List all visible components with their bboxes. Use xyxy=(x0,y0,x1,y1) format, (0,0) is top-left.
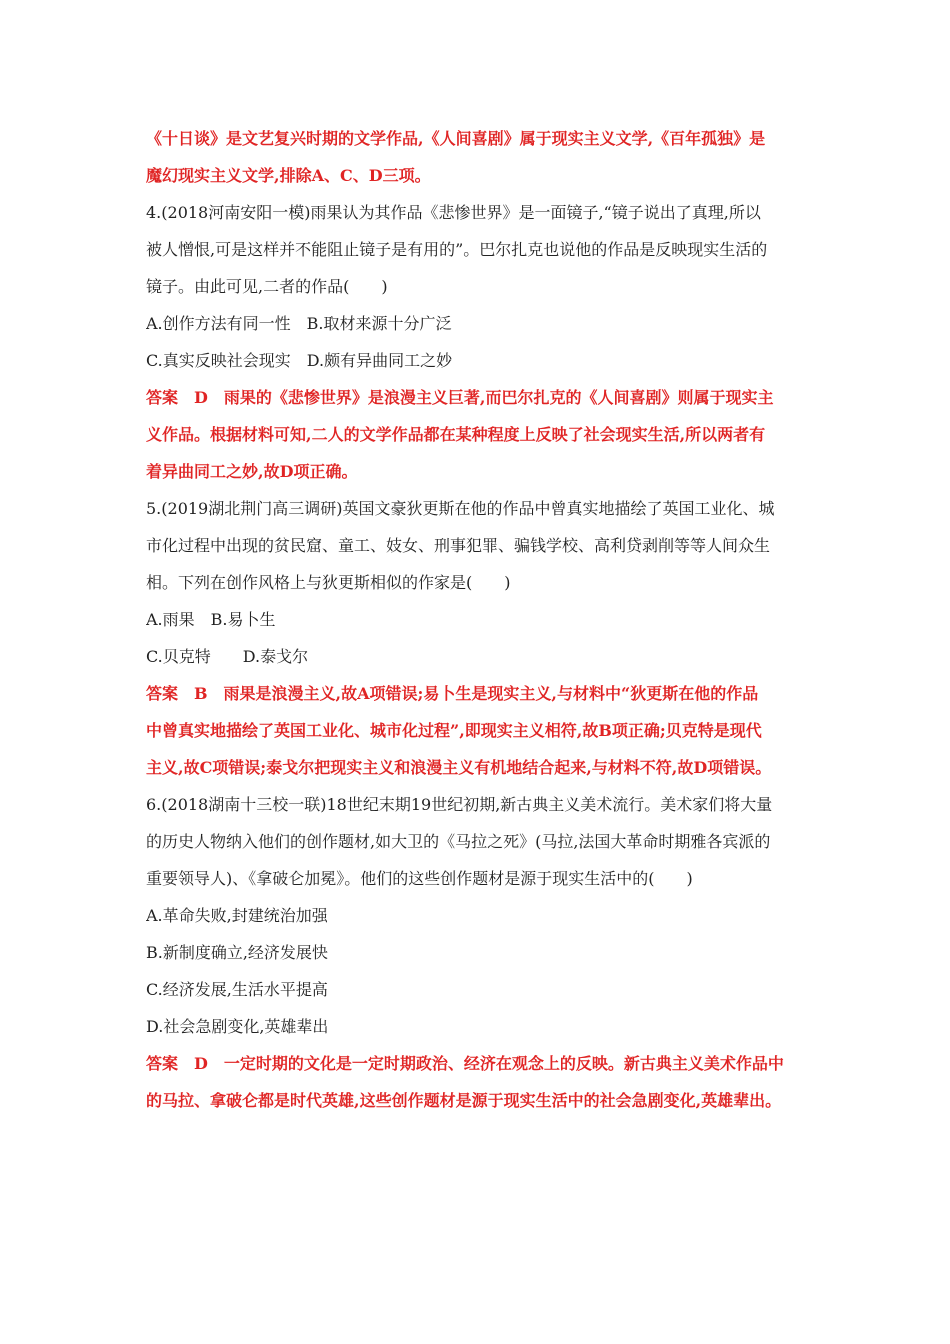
question-4-options-cd: C.真实反映社会现实 D.颇有异曲同工之妙 xyxy=(146,351,453,370)
prev-answer-block xyxy=(146,120,806,194)
question-6-answer-line: 的马拉、拿破仑都是时代英雄,这些创作题材是源于现实生活中的社会急剧变化,英雄辈出。 xyxy=(146,1091,782,1110)
question-5-options-ab: A.雨果 B.易卜生 xyxy=(146,610,276,629)
question-4-stem-line: 镜子。由此可见,二者的作品( ) xyxy=(146,277,388,296)
question-5-answer-line: 中曾真实地描绘了英国工业化、城市化过程”,即现实主义相符,故B项正确;贝克特是现代 xyxy=(146,721,762,740)
prev-answer-line: 魔幻现实主义文学,排除A、C、D三项。 xyxy=(146,166,431,185)
document-content xyxy=(146,120,806,1119)
question-6-option-a: A.革命失败,封建统治加强 xyxy=(146,906,328,925)
question-6-option-b: B.新制度确立,经济发展快 xyxy=(146,943,328,962)
question-4-answer-line: 答案 D 雨果的《悲惨世界》是浪漫主义巨著,而巴尔扎克的《人间喜剧》则属于现实主 xyxy=(146,388,774,407)
question-4 xyxy=(146,194,806,490)
prev-answer-line: 《十日谈》是文艺复兴时期的文学作品,《人间喜剧》属于现实主义文学,《百年孤独》是 xyxy=(146,129,766,148)
question-5 xyxy=(146,490,806,786)
question-6-option-d: D.社会急剧变化,英雄辈出 xyxy=(146,1017,329,1036)
question-4-stem-line: 被人憎恨,可是这样并不能阻止镜子是有用的”。巴尔扎克也说他的作品是反映现实生活的 xyxy=(146,240,768,259)
question-4-stem-line: 4.(2018河南安阳一模)雨果认为其作品《悲惨世界》是一面镜子,“镜子说出了真理,所以 xyxy=(146,203,761,222)
question-6-stem-line: 的历史人物纳入他们的创作题材,如大卫的《马拉之死》(马拉,法国大革命时期雅各宾派的 xyxy=(146,832,771,851)
question-5-answer-line: 主义,故C项错误;泰戈尔把现实主义和浪漫主义有机地结合起来,与材料不符,故D项错误。 xyxy=(146,758,772,777)
question-4-options-ab: A.创作方法有同一性 B.取材来源十分广泛 xyxy=(146,314,452,333)
question-6-option-c: C.经济发展,生活水平提高 xyxy=(146,980,328,999)
question-5-stem-line: 5.(2019湖北荆门高三调研)英国文豪狄更斯在他的作品中曾真实地描绘了英国工业化、城 xyxy=(146,499,775,518)
question-6-stem-line: 重要领导人)、《拿破仑加冕》。他们的这些创作题材是源于现实生活中的( ) xyxy=(146,869,693,888)
question-4-answer-line: 义作品。根据材料可知,二人的文学作品都在某种程度上反映了社会现实生活,所以两者有 xyxy=(146,425,766,444)
question-4-answer-line: 着异曲同工之妙,故D项正确。 xyxy=(146,462,358,481)
question-6-answer-line: 答案 D 一定时期的文化是一定时期政治、经济在观念上的反映。新古典主义美术作品中 xyxy=(146,1054,784,1073)
question-5-answer-line: 答案 B 雨果是浪漫主义,故A项错误;易卜生是现实主义,与材料中“狄更斯在他的作品 xyxy=(146,684,759,703)
question-6-stem-line: 6.(2018湖南十三校一联)18世纪末期19世纪初期,新古典主义美术流行。美术家们将大量 xyxy=(146,795,773,814)
question-6 xyxy=(146,786,806,1119)
question-5-stem-line: 市化过程中出现的贫民窟、童工、妓女、刑事犯罪、骗钱学校、高利贷剥削等等人间众生 xyxy=(146,536,771,555)
question-5-stem-line: 相。下列在创作风格上与狄更斯相似的作家是( ) xyxy=(146,573,511,592)
question-5-options-cd: C.贝克特 D.泰戈尔 xyxy=(146,647,309,666)
